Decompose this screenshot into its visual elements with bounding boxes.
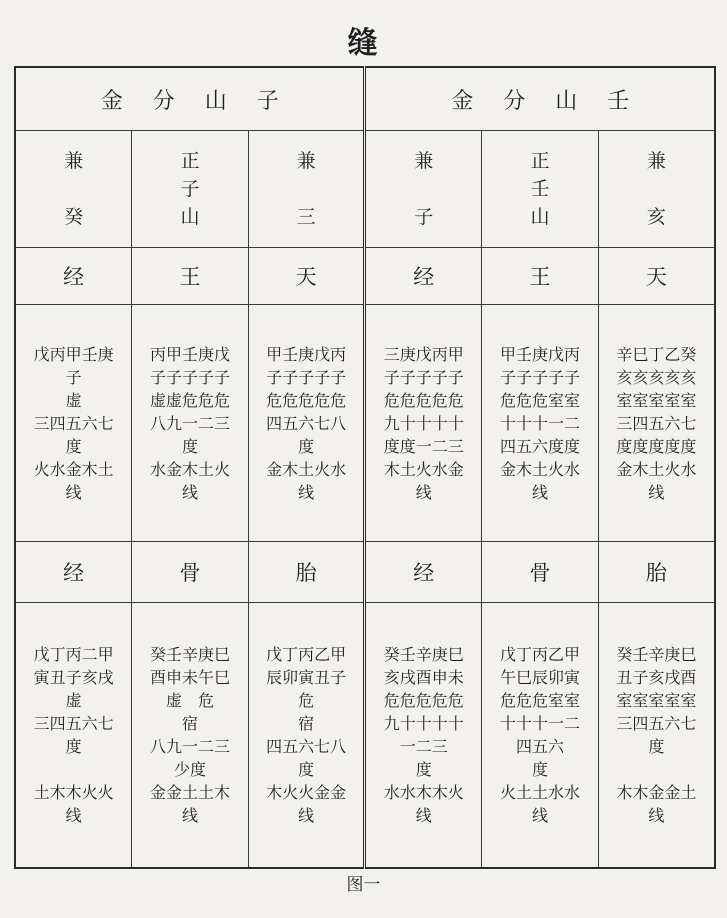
data-cell: 三庚戊丙甲 子子子子子 危危危危危 九十十十十 度度一二三 木土火水金 线 <box>365 305 482 542</box>
class-row-1 <box>15 248 715 305</box>
chart-table <box>14 66 716 869</box>
mountain-row <box>15 67 715 131</box>
data-cell: 癸壬辛庚巳 丑子亥戌酉 室室室室室 三四五六七 度 木木金金土 线 <box>598 603 715 869</box>
class-cell: 胎 <box>598 542 715 603</box>
class-cell: 经 <box>365 248 482 305</box>
data-cell: 辛巳丁乙癸 亥亥亥亥亥 室室室室室 三四五六七 度度度度度 金木土火水 线 <box>598 305 715 542</box>
figure-caption: 图一 <box>346 875 381 895</box>
data-cell: 戊丁丙二甲 寅丑子亥戌 虚 三四五六七 度 土木木火火 线 <box>15 603 132 869</box>
subheader-cell: 兼 子 <box>365 131 482 248</box>
class-cell: 经 <box>365 542 482 603</box>
data-cell: 癸壬辛庚巳 亥戌酉申未 危危危危危 九十十十十 一二三 度 水水木木火 线 <box>365 603 482 869</box>
subheader-cell: 兼 癸 <box>15 131 132 248</box>
data-cell: 丙甲壬庚戊 子子子子子 虚虚危危危 八九一二三 度 水金木土火 线 <box>132 305 249 542</box>
subheader-cell: 正 壬 山 <box>482 131 599 248</box>
class-row-2 <box>15 542 715 603</box>
data-cell: 戊丙甲壬庚 子 虚 三四五六七 度 火水金木土 线 <box>15 305 132 542</box>
mountain-header-zi: 金分山子 <box>15 67 365 131</box>
class-cell: 骨 <box>132 542 249 603</box>
class-cell: 王 <box>482 248 599 305</box>
mountain-header-ren: 金分山壬 <box>365 67 715 131</box>
class-cell: 经 <box>15 542 132 603</box>
class-cell: 天 <box>598 248 715 305</box>
class-cell: 王 <box>132 248 249 305</box>
subheader-cell: 正 子 山 <box>132 131 249 248</box>
subheader-cell: 兼 亥 <box>598 131 715 248</box>
page-title: 缝 <box>347 26 380 61</box>
data-cell: 甲壬庚戊丙 子子子子子 危危危危危 四五六七八 度 金木土火水 线 <box>248 305 365 542</box>
class-cell: 天 <box>248 248 365 305</box>
class-cell: 胎 <box>248 542 365 603</box>
subheader-cell: 兼 三 <box>248 131 365 248</box>
class-cell: 骨 <box>482 542 599 603</box>
subheader-row <box>15 131 715 248</box>
data-cell: 戊丁丙乙甲 午巳辰卯寅 危危危室室 十十十一二 四五六 度 火土土水水 线 <box>482 603 599 869</box>
data-row-1 <box>15 305 715 542</box>
data-row-2 <box>15 603 715 869</box>
data-cell: 癸壬辛庚巳 酉申未午巳 虚 危 宿 八九一二三 少度 金金土土木 线 <box>132 603 249 869</box>
data-cell: 甲壬庚戊丙 子子子子子 危危危室室 十十十一二 四五六度度 金木土火水 线 <box>482 305 599 542</box>
class-cell: 经 <box>15 248 132 305</box>
data-cell: 戊丁丙乙甲 辰卯寅丑子 危 宿 四五六七八 度 木火火金金 线 <box>248 603 365 869</box>
